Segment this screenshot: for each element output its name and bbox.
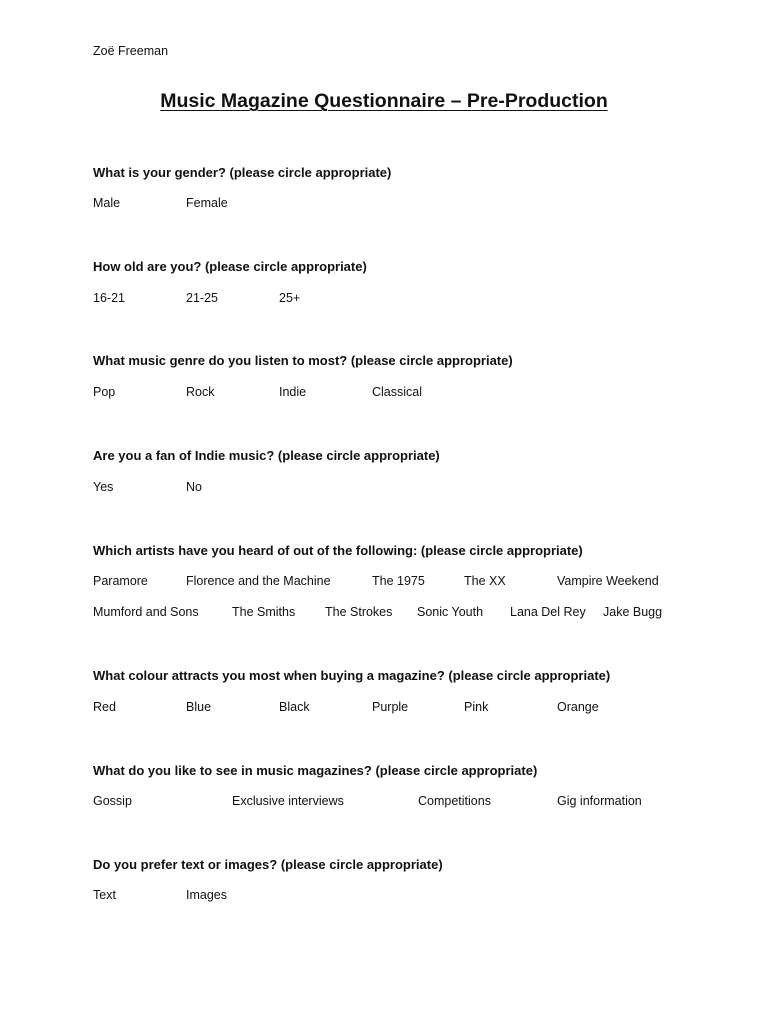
option-no[interactable]: No: [186, 480, 202, 494]
page-title: [0, 89, 768, 113]
option-colour-orange[interactable]: Orange: [557, 700, 599, 714]
option-male[interactable]: Male: [93, 196, 121, 210]
question-genre: What music genre do you listen to most? (please circle appropriate): [93, 353, 513, 368]
option-age-21-25[interactable]: 21-25: [186, 291, 218, 305]
option-artist-jake-bugg[interactable]: Jake Bugg: [603, 605, 663, 619]
question-artists: Which artists have you heard of out of the following: (please circle appropriate): [93, 543, 583, 558]
question-content: What do you like to see in music magazines? (please circle appropriate): [93, 763, 538, 778]
option-artist-lana-del-rey[interactable]: Lana Del Rey: [510, 605, 586, 619]
question-colour: What colour attracts you most when buying a magazine? (please circle appropriate): [93, 668, 611, 683]
option-artist-florence[interactable]: Florence and the Machine: [186, 574, 331, 588]
option-genre-pop[interactable]: Pop: [93, 385, 116, 399]
option-artist-sonic-youth[interactable]: Sonic Youth: [417, 605, 484, 619]
author-name: Zoë Freeman: [93, 44, 169, 58]
option-artist-paramore[interactable]: Paramore: [93, 574, 148, 588]
option-genre-rock[interactable]: Rock: [186, 385, 215, 399]
option-artist-the-xx[interactable]: The XX: [464, 574, 506, 588]
option-artist-vampire-weekend[interactable]: Vampire Weekend: [557, 574, 659, 588]
option-genre-indie[interactable]: Indie: [279, 385, 307, 399]
question-gender: What is your gender? (please circle appropriate): [93, 165, 392, 180]
option-colour-red[interactable]: Red: [93, 700, 116, 714]
option-age-25-plus[interactable]: 25+: [279, 291, 301, 305]
option-artist-mumford[interactable]: Mumford and Sons: [93, 605, 199, 619]
option-female[interactable]: Female: [186, 196, 228, 210]
option-content-gig-information[interactable]: Gig information: [557, 794, 642, 808]
option-colour-black[interactable]: Black: [279, 700, 310, 714]
page-title-text: Music Magazine Questionnaire – Pre-Production: [160, 90, 608, 112]
option-colour-pink[interactable]: Pink: [464, 700, 489, 714]
option-content-competitions[interactable]: Competitions: [418, 794, 491, 808]
question-age: How old are you? (please circle appropriate): [93, 259, 367, 274]
option-age-16-21[interactable]: 16-21: [93, 291, 125, 305]
question-text-images: Do you prefer text or images? (please circle appropriate): [93, 857, 443, 872]
option-content-gossip[interactable]: Gossip: [93, 794, 132, 808]
option-colour-purple[interactable]: Purple: [372, 700, 409, 714]
option-yes[interactable]: Yes: [93, 480, 114, 494]
option-artist-the-strokes[interactable]: The Strokes: [325, 605, 393, 619]
option-content-interviews[interactable]: Exclusive interviews: [232, 794, 344, 808]
question-indie-fan: Are you a fan of Indie music? (please circle appropriate): [93, 448, 440, 463]
option-colour-blue[interactable]: Blue: [186, 700, 212, 714]
option-images[interactable]: Images: [186, 888, 227, 902]
option-text[interactable]: Text: [93, 888, 116, 902]
option-artist-the-1975[interactable]: The 1975: [372, 574, 425, 588]
option-artist-the-smiths[interactable]: The Smiths: [232, 605, 296, 619]
option-genre-classical[interactable]: Classical: [372, 385, 423, 399]
